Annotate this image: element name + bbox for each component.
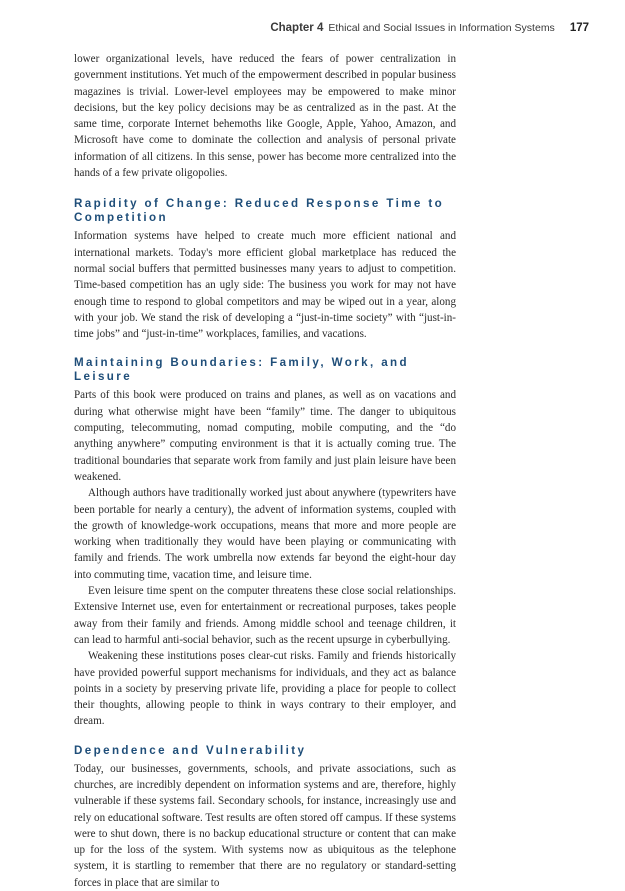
- paragraph-boundaries-3: Even leisure time spent on the computer threatens these close social relationships. Extensive Internet use, even for entertainment or recreational purposes, takes people away from their family and friends. Among middle school and teenage children, it can lead to harmful anti-social behavior, such as the recent upsurge in cyberbullying.: [74, 585, 456, 646]
- chapter-title: Ethical and Social Issues in Information Systems: [328, 22, 555, 34]
- chapter-label: Chapter 4: [270, 22, 324, 34]
- page-body: [74, 51, 456, 891]
- section-heading-maintaining-boundaries: Maintaining Boundaries: Family, Work, and Leisure: [74, 356, 410, 384]
- section-heading-rapidity-of-change: Rapidity of Change: Reduced Response Time to Competition: [74, 197, 445, 225]
- paragraph-dependence-1: Today, our businesses, governments, schools, and private associations, such as churches, are incredibly dependent on information systems and are, therefore, highly vulnerable if these systems fail. Secondary schools, for instance, increasingly use and rely on educational software. Test results are often stored off campus. If these systems were to shut down, there is no backup educational structure or content that can make up for the loss of the system. With systems now as ubiquitous as the telephone system, it is startling to remember that there are no regulatory or standard-setting forces in place that are similar to: [74, 762, 456, 889]
- page-number: 177: [569, 22, 589, 34]
- paragraph-boundaries-4: Weakening these institutions poses clear-cut risks. Family and friends historically have provided powerful support mechanisms for individuals, and they act as balance points in a society by preserving private life, providing a place for people to collect their thoughts, allowing people to think in ways contrary to their employer, and dream.: [74, 650, 456, 728]
- paragraph-rapidity-1: Information systems have helped to create much more efficient national and international markets. Today's more efficient global marketplace has reduced the normal social buffers that permitted businesses many years to adjust to competition. Time-based competition has an ugly side: The business you work for may not have enough time to respond to global competitors and may be wiped out in a year, along with your job. We stand the risk of developing a “just-in-time society” with “just-in-time jobs” and “just-in-time” workplaces, families, and vacations.: [74, 230, 456, 341]
- paragraph-boundaries-1: Parts of this book were produced on trains and planes, as well as on vacations and during what otherwise might have been “family” time. The danger to ubiquitous computing, telecommuting, nomad computing, mobile computing, and the “do anything anywhere” computing environment is that it is actually coming true. The traditional boundaries that separate work from family and just plain leisure have been weakened.: [74, 389, 456, 483]
- running-header: [270, 22, 589, 34]
- paragraph-boundaries-2: Although authors have traditionally worked just about anywhere (typewriters have been portable for nearly a century), the advent of information systems, coupled with the growth of knowledge-work occupations, means that more and more people are working when traditionally they would have been playing or communicating with family and friends. The work umbrella now extends far beyond the eight-hour day into commuting time, vacation time, and leisure time.: [74, 487, 456, 581]
- intro-paragraph: lower organizational levels, have reduced the fears of power centralization in government institutions. Yet much of the empowerment described in popular business magazines is trivial. Lower-level employees may be empowered to make minor decisions, but the key policy decisions may be as centralized as in the past. At the same time, corporate Internet behemoths like Google, Apple, Yahoo, Amazon, and Microsoft have come to dominate the collection and analysis of personal private information of all citizens. In this sense, power has become more centralized into the hands of a few private oligopolies.: [74, 53, 456, 180]
- section-heading-dependence-vulnerability: Dependence and Vulnerability: [74, 743, 307, 757]
